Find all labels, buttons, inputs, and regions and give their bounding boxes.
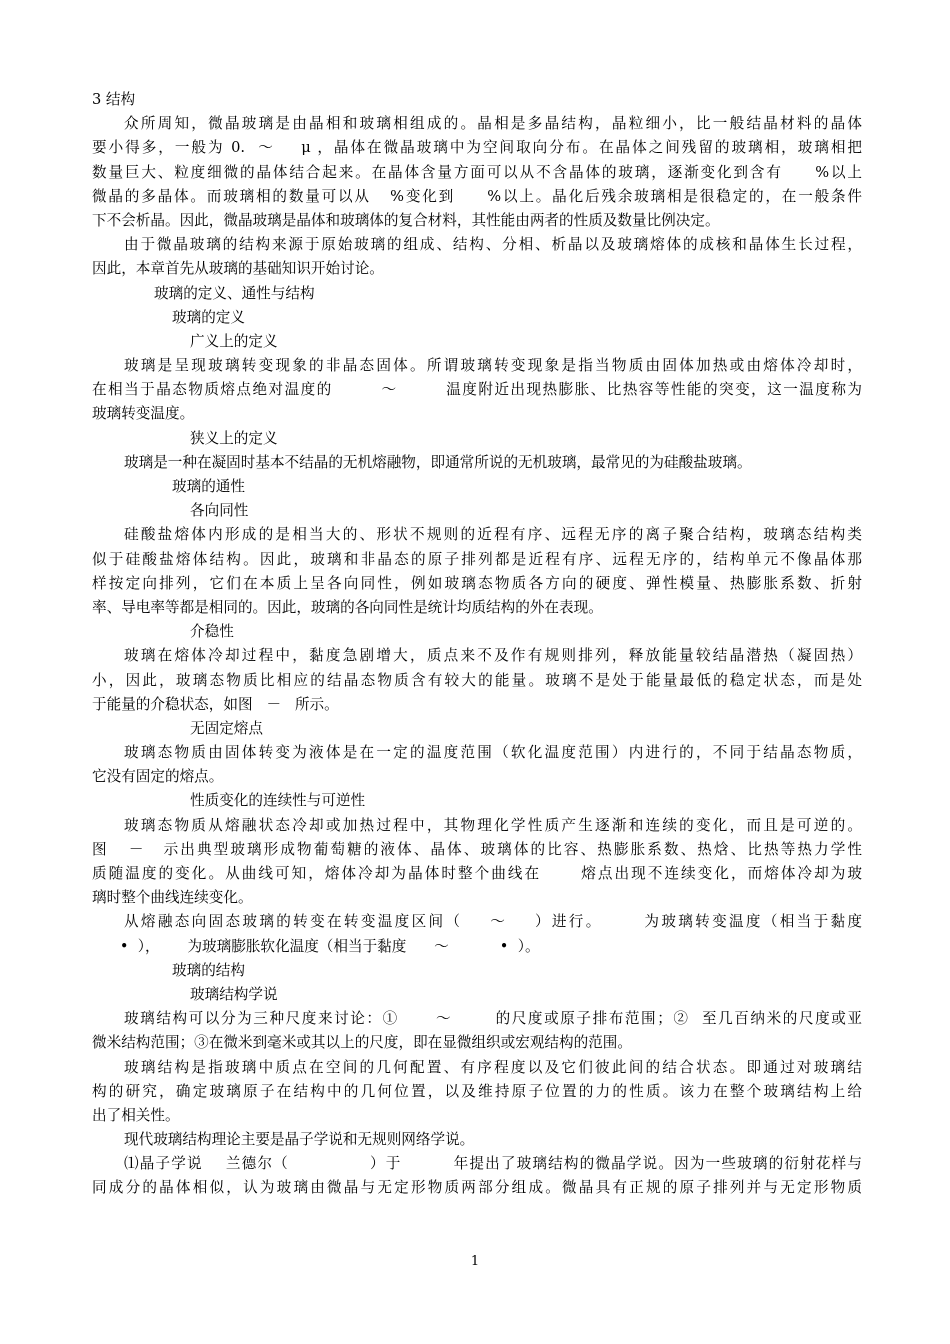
text-line: 由于微晶玻璃的结构来源于原始玻璃的组成、结构、分相、析晶以及玻璃熔体的成核和晶体生长过程， xyxy=(124,236,862,254)
text-line: 它没有固定的熔点。 xyxy=(92,768,224,786)
text-line: 微米结构范围；③在微米到毫米或其以上的尺度，即在显微组织或宏观结构的范围。 xyxy=(92,1034,632,1052)
text-line: 性质变化的连续性与可逆性 xyxy=(190,792,366,810)
text-line: 玻璃结构学说 xyxy=(190,985,278,1003)
text-line: 玻璃态物质由固体转变为液体是在一定的温度范围（软化温度范围）内进行的，不同于结晶态物质， xyxy=(124,744,862,762)
text-line: 玻璃转变温度。 xyxy=(92,405,195,423)
text-line: 硅酸盐熔体内形成的是相当大的、形状不规则的近程有序、远程无序的离子聚合结构，玻璃态结构类 xyxy=(124,526,862,544)
text-line: 玻璃态物质从熔融状态冷却或加热过程中，其物理化学性质产生逐渐和连续的变化，而且是可逆的。 xyxy=(124,816,862,834)
text-line: 数量巨大、粒度细微的晶体结合起来。在晶体含量方面可以从不含晶体的玻璃，逐渐变化到含有 %以上 xyxy=(92,163,862,181)
text-line: 无固定熔点 xyxy=(190,719,263,737)
text-line: 图 － 示出典型玻璃形成物葡萄糖的液体、晶体、玻璃体的比容、热膨胀系数、热焓、比热等热力学性 xyxy=(92,840,862,858)
text-line: 玻璃在熔体冷却过程中，黏度急剧增大，质点来不及作有规则排列，释放能量较结晶潜热（凝固热） xyxy=(124,647,862,665)
text-line: 在相当于晶态物质熔点绝对温度的 ～ 温度附近出现热膨胀、比热容等性能的突变，这一温度称为 xyxy=(92,381,862,399)
text-line: 要小得多，一般为 0. ～ μ ，晶体在微晶玻璃中为空间取向分布。在晶体之间残留的玻璃相，玻璃相把 xyxy=(92,139,862,157)
text-line: 玻璃结构是指玻璃中质点在空间的几何配置、有序程度以及它们彼此间的结合状态。即通过对玻璃结 xyxy=(124,1058,862,1076)
text-line: 构的研究，确定玻璃原子在结构中的几何位置，以及维持原子位置的力的性质。该力在整个玻璃结构上给 xyxy=(92,1082,862,1100)
text-line: 于能量的介稳状态，如图 － 所示。 xyxy=(92,695,339,713)
text-line: 微晶的多晶体。而玻璃相的数量可以从 %变化到 %以上。晶化后残余玻璃相是很稳定的，在一般条件 xyxy=(92,187,862,205)
document-body xyxy=(92,88,862,1201)
text-line: 下不会析晶。因此，微晶玻璃是晶体和玻璃体的复合材料，其性能由两者的性质及数量比例决定。 xyxy=(92,211,720,229)
text-line: 各向同性 xyxy=(190,502,249,520)
text-line: 率、导电率等都是相同的。因此，玻璃的各向同性是统计均质结构的外在表现。 xyxy=(92,598,603,616)
text-line: 玻璃是呈现玻璃转变现象的非晶态固体。所谓玻璃转变现象是指当物质由固体加热或由熔体冷却时， xyxy=(124,357,862,375)
text-line: ⑴晶子学说 兰德尔（ ）于 年提出了玻璃结构的微晶学说。因为一些玻璃的衍射花样与 xyxy=(124,1155,862,1173)
text-line: 众所周知，微晶玻璃是由晶相和玻璃相组成的。晶相是多晶结构，晶粒细小，比一般结晶材料的晶体 xyxy=(124,115,862,133)
text-line: 璃时整个曲线连续变化。 xyxy=(92,889,253,907)
text-line: 广义上的定义 xyxy=(190,332,278,350)
text-line: 玻璃是一种在凝固时基本不结晶的无机熔融物，即通常所说的无机玻璃，最常见的为硅酸盐玻璃。 xyxy=(124,453,752,471)
text-line: 从熔融态向固态玻璃的转变在转变温度区间（ ～ ）进行。 为玻璃转变温度（相当于黏度 xyxy=(124,913,862,931)
page-number: 1 xyxy=(470,1254,480,1269)
text-line: • ）， 为玻璃膨胀软化温度（相当于黏度 ～ • ）。 xyxy=(92,937,540,955)
text-line: 样按定向排列，它们在本质上呈各向同性，例如玻璃态物质各方向的硬度、弹性模量、热膨胀系数、折射 xyxy=(92,574,862,592)
text-line: 玻璃的通性 xyxy=(172,478,245,495)
text-line: 因此，本章首先从玻璃的基础知识开始讨论。 xyxy=(92,260,384,278)
text-line: 玻璃的定义、通性与结构 xyxy=(154,284,315,302)
text-line: 玻璃的结构 xyxy=(172,961,245,979)
text-line: 玻璃的定义 xyxy=(172,308,245,326)
text-line: 现代玻璃结构理论主要是晶子学说和无规则网络学说。 xyxy=(124,1131,475,1149)
text-line: 似于硅酸盐熔体结构。因此，玻璃和非晶态的原子排列都是近程有序、远程无序的，结构单元不像晶体那 xyxy=(92,550,862,568)
text-line: 小，因此，玻璃态物质比相应的结晶态物质含有较大的能量。玻璃不是处于能量最低的稳定状态，而是处 xyxy=(92,671,862,689)
text-line: 狭义上的定义 xyxy=(190,429,278,447)
text-line: 质随温度的变化。从曲线可知，熔体冷却为晶体时整个曲线在 熔点出现不连续变化，而熔体冷却为玻 xyxy=(92,865,862,882)
text-line: 同成分的晶体相似，认为玻璃由微晶与无定形物质两部分组成。微晶具有正规的原子排列并与无定形物质 xyxy=(92,1179,862,1197)
text-line: 介稳性 xyxy=(190,623,234,641)
text-line: 3 结构 xyxy=(92,91,136,108)
text-line: 出了相关性。 xyxy=(92,1106,180,1124)
text-line: 玻璃结构可以分为三种尺度来讨论：① ～ 的尺度或原子排布范围；② 至几百纳米的尺度或亚 xyxy=(124,1010,862,1028)
